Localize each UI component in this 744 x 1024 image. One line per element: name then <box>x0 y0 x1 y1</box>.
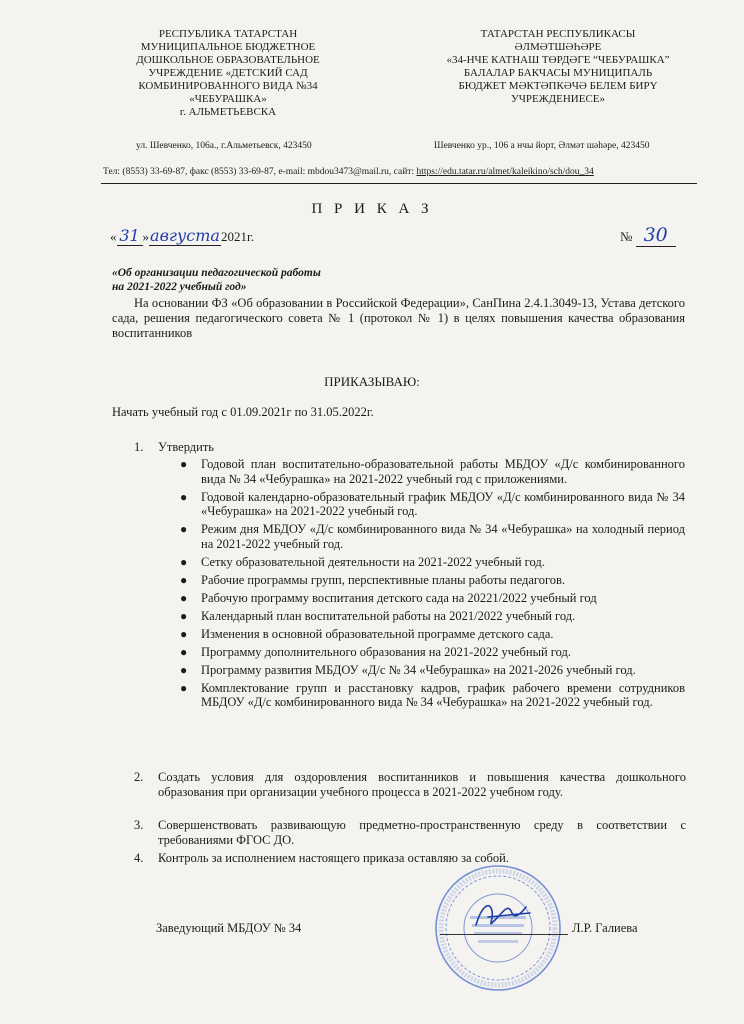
list-item: ● Изменения в основной образовательной программе детского сада. <box>180 626 554 641</box>
list-item: ● Рабочие программы групп, перспективные планы работы педагогов. <box>180 572 566 587</box>
header-divider <box>101 183 697 184</box>
subject-line: «Об организации педагогической работы <box>112 267 321 279</box>
header-left-block <box>104 28 352 119</box>
item-number: 4. <box>134 851 144 865</box>
list-item: ● Программу дополнительного образования на 2021-2022 учебный год. <box>180 644 571 659</box>
list-item: ● Годовой календарно-образовательный график МБДОУ «Д/с комбинированного вида № 34 «Чебурашка» на 2021-2022 учебный год. <box>180 489 685 518</box>
header-right-line: УЧРЕЖДЕНИЕСЕ» <box>510 93 605 105</box>
header-right-line: БЮДЖЕТ МӘКТӘПКӘЧӘ БЕЛЕМ БИРҮ <box>458 80 658 92</box>
signature-name: Л.Р. Галиева <box>572 921 638 935</box>
header-left-line: КОМБИНИРОВАННОГО ВИДА №34 <box>138 80 318 92</box>
bullet-icon: ● <box>180 608 188 623</box>
header-left-line: УЧРЕЖДЕНИЕ «ДЕТСКИЙ САД <box>148 67 308 79</box>
item-text: Совершенствовать развивающую предметно-пространственную среду в соответствии с требованиями ФГОС ДО. <box>158 818 686 847</box>
order-number-value: 30 <box>636 224 676 247</box>
item-text: Утвердить <box>158 440 214 454</box>
header-right-line: ӘЛМӘТШӘҺӘРЕ <box>514 41 602 53</box>
item-text: Контроль за исполнением настоящего приказа оставляю за собой. <box>158 851 509 865</box>
contacts-line <box>103 167 594 177</box>
header-left-line: РЕСПУБЛИКА ТАТАРСТАН <box>158 28 298 40</box>
order-date <box>110 226 254 246</box>
bullet-icon: ● <box>180 522 188 536</box>
date-day: 31 <box>117 226 143 246</box>
item-number: 3. <box>134 818 144 832</box>
bullet-icon: ● <box>180 489 188 504</box>
bullet-icon: ● <box>180 644 188 659</box>
signature-role: Заведующий МБДОУ № 34 <box>156 921 302 935</box>
list-item: ● Комплектование групп и расстановку кадров, график рабочего времени сотрудников МБДОУ «Д/с комбинированного вида № 34 «Чебурашка» на 2021-2022 учебный год. <box>180 680 685 709</box>
date-open-quote: « <box>110 229 117 244</box>
list-item: ● Годовой план воспитательно-образовательной работы МБДОУ «Д/с комбинированного вида № 34 «Чебурашка» на 2021-2022 учебный год с приложениями. <box>180 457 685 486</box>
bullet-icon: ● <box>180 680 188 695</box>
item-text: Создать условия для оздоровления воспитанников и повышения качества дошкольного образования при организации учебного процесса в 2021-2022 учебном году. <box>158 770 686 799</box>
item-number: 1. <box>134 440 144 454</box>
document-title: П Р И К А З <box>311 201 433 217</box>
preamble-paragraph: На основании ФЗ «Об образовании в Российской Федерации», СанПина 2.4.1.3049-13, Устава детского сада, решения педагогического совета № 1 (протокол № 1) в целях повышения качества образования воспитанников <box>112 296 685 340</box>
site-link[interactable]: https://edu.tatar.ru/almet/kaleikino/sch/dou_34 <box>416 167 594 177</box>
bullet-icon: ● <box>180 572 188 587</box>
start-line: Начать учебный год с 01.09.2021г по 31.05.2022г. <box>112 405 374 419</box>
date-month: августа <box>150 226 220 245</box>
header-left-line: «ЧЕБУРАШКА» <box>189 93 267 105</box>
signature-line <box>440 934 568 935</box>
bullet-icon: ● <box>180 590 188 605</box>
list-item: ● Режим дня МБДОУ «Д/с комбинированного вида № 34 «Чебурашка» на холодный период на 2021-2022 учебный год. <box>180 522 685 551</box>
header-right-block <box>408 28 708 106</box>
header-left-line: ДОШКОЛЬНОЕ ОБРАЗОВАТЕЛЬНОЕ <box>136 54 320 66</box>
approve-list <box>177 457 685 713</box>
header-right-line: «34-НЧЕ КАТНАШ ТӨРДӘГЕ “ЧЕБУРАШКА” <box>446 54 670 66</box>
order-subject <box>112 266 321 294</box>
date-year: 2021г. <box>221 229 255 244</box>
bullet-icon: ● <box>180 457 188 471</box>
header-left-line: МУНИЦИПАЛЬНОЕ БЮДЖЕТНОЕ <box>140 41 316 53</box>
handwritten-signature <box>468 895 538 935</box>
header-right-line: БАЛАЛАР БАКЧАСЫ МУНИЦИПАЛЬ <box>463 67 653 79</box>
order-number-prefix: № <box>620 229 633 244</box>
address-left: ул. Шевченко, 106а., г.Альметьевск, 423450 <box>136 141 312 151</box>
contacts-text: Тел: (8553) 33-69-87, факс (8553) 33-69-87, e-mail: mbdou3473@mail.ru, сайт: <box>103 167 417 177</box>
bullet-icon: ● <box>180 662 188 677</box>
order-number <box>620 224 676 247</box>
list-item: ● Рабочую программу воспитания детского сада на 20221/2022 учебный год <box>180 590 597 605</box>
item-number: 2. <box>134 770 144 784</box>
list-item: ● Программу развития МБДОУ «Д/с № 34 «Чебурашка» на 2021-2026 учебный год. <box>180 662 636 677</box>
order-heading: ПРИКАЗЫВАЮ: <box>324 374 420 389</box>
header-right-line: ТАТАРСТАН РЕСПУБЛИКАСЫ <box>480 28 636 40</box>
bullet-icon: ● <box>180 554 188 569</box>
list-item: ● Сетку образовательной деятельности на 2021-2022 учебный год. <box>180 554 545 569</box>
bullet-icon: ● <box>180 626 188 641</box>
date-close-quote: » <box>142 229 149 244</box>
subject-line: на 2021-2022 учебный год» <box>112 281 247 293</box>
address-right: Шевченко ур., 106 а нчы йорт, Әлмәт шәһәре, 423450 <box>434 141 650 151</box>
list-item: ● Календарный план воспитательной работы на 2021/2022 учебный год. <box>180 608 576 623</box>
header-left-line: г. АЛЬМЕТЬЕВСКА <box>179 106 277 118</box>
